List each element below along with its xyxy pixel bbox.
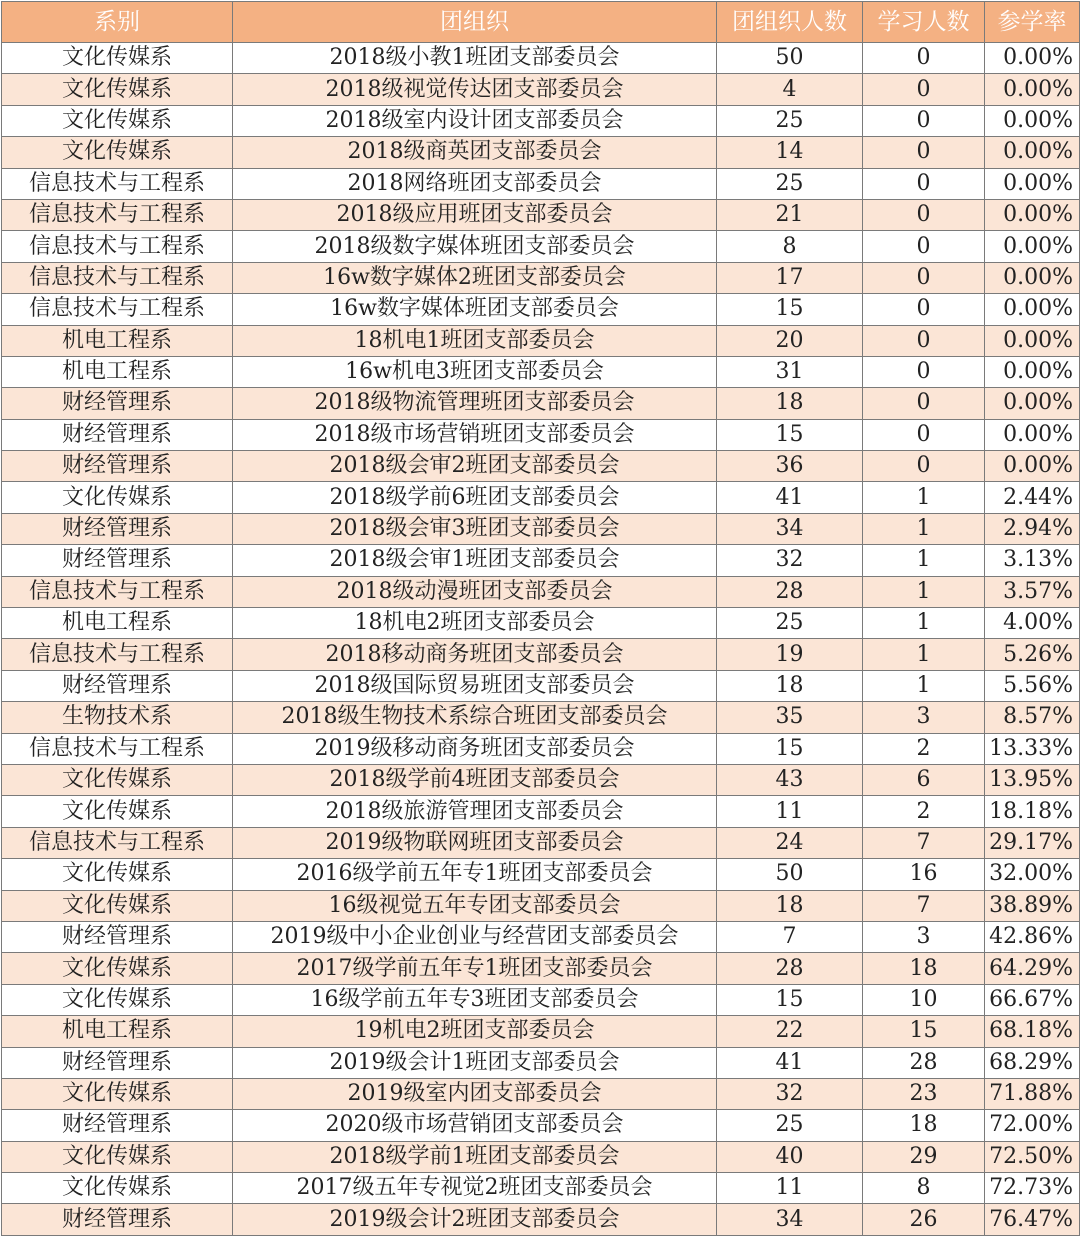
cell-learner-count: 29 bbox=[863, 1141, 985, 1172]
cell-organization: 2019级移动商务班团支部委员会 bbox=[233, 733, 717, 764]
cell-learner-count: 0 bbox=[863, 419, 985, 450]
table-row bbox=[2, 1016, 1080, 1047]
table-row bbox=[2, 1173, 1080, 1204]
cell-department: 文化传媒系 bbox=[2, 1173, 233, 1204]
table-row bbox=[2, 482, 1080, 513]
cell-organization: 2018级室内设计团支部委员会 bbox=[233, 105, 717, 136]
table-row bbox=[2, 796, 1080, 827]
cell-participation-rate: 0.00% bbox=[985, 231, 1080, 262]
cell-organization: 2018级小教1班团支部委员会 bbox=[233, 43, 717, 74]
cell-learner-count: 0 bbox=[863, 356, 985, 387]
cell-participation-rate: 68.29% bbox=[985, 1047, 1080, 1078]
cell-learner-count: 1 bbox=[863, 576, 985, 607]
cell-participation-rate: 4.00% bbox=[985, 608, 1080, 639]
cell-participation-rate: 32.00% bbox=[985, 859, 1080, 890]
cell-department: 文化传媒系 bbox=[2, 796, 233, 827]
cell-learner-count: 23 bbox=[863, 1078, 985, 1109]
cell-learner-count: 2 bbox=[863, 796, 985, 827]
cell-participation-rate: 3.57% bbox=[985, 576, 1080, 607]
cell-member-count: 34 bbox=[717, 513, 863, 544]
cell-learner-count: 7 bbox=[863, 890, 985, 921]
cell-member-count: 25 bbox=[717, 168, 863, 199]
cell-department: 文化传媒系 bbox=[2, 105, 233, 136]
cell-member-count: 8 bbox=[717, 231, 863, 262]
cell-participation-rate: 0.00% bbox=[985, 356, 1080, 387]
cell-participation-rate: 29.17% bbox=[985, 827, 1080, 858]
cell-member-count: 15 bbox=[717, 419, 863, 450]
cell-organization: 2018级学前6班团支部委员会 bbox=[233, 482, 717, 513]
table-body bbox=[2, 43, 1080, 1236]
table-row bbox=[2, 764, 1080, 795]
table-row bbox=[2, 43, 1080, 74]
cell-member-count: 15 bbox=[717, 294, 863, 325]
cell-member-count: 17 bbox=[717, 262, 863, 293]
cell-department: 财经管理系 bbox=[2, 513, 233, 544]
table-row bbox=[2, 1078, 1080, 1109]
header-organization: 团组织 bbox=[233, 2, 717, 43]
cell-learner-count: 2 bbox=[863, 733, 985, 764]
table-row bbox=[2, 984, 1080, 1015]
cell-learner-count: 1 bbox=[863, 545, 985, 576]
cell-participation-rate: 3.13% bbox=[985, 545, 1080, 576]
cell-organization: 2018级旅游管理团支部委员会 bbox=[233, 796, 717, 827]
cell-participation-rate: 0.00% bbox=[985, 262, 1080, 293]
table-row bbox=[2, 262, 1080, 293]
cell-learner-count: 1 bbox=[863, 608, 985, 639]
cell-member-count: 41 bbox=[717, 1047, 863, 1078]
table-row bbox=[2, 733, 1080, 764]
cell-department: 信息技术与工程系 bbox=[2, 168, 233, 199]
cell-organization: 2018级商英团支部委员会 bbox=[233, 137, 717, 168]
cell-organization: 2019级会计1班团支部委员会 bbox=[233, 1047, 717, 1078]
cell-department: 财经管理系 bbox=[2, 921, 233, 952]
cell-member-count: 32 bbox=[717, 545, 863, 576]
cell-participation-rate: 0.00% bbox=[985, 43, 1080, 74]
cell-participation-rate: 0.00% bbox=[985, 325, 1080, 356]
cell-organization: 2016级学前五年专1班团支部委员会 bbox=[233, 859, 717, 890]
cell-department: 生物技术系 bbox=[2, 702, 233, 733]
cell-department: 文化传媒系 bbox=[2, 1078, 233, 1109]
cell-learner-count: 0 bbox=[863, 231, 985, 262]
table-row bbox=[2, 859, 1080, 890]
cell-member-count: 21 bbox=[717, 199, 863, 230]
cell-learner-count: 0 bbox=[863, 262, 985, 293]
table-row bbox=[2, 670, 1080, 701]
cell-learner-count: 0 bbox=[863, 294, 985, 325]
cell-member-count: 40 bbox=[717, 1141, 863, 1172]
cell-department: 财经管理系 bbox=[2, 419, 233, 450]
cell-department: 财经管理系 bbox=[2, 1110, 233, 1141]
table-row bbox=[2, 702, 1080, 733]
cell-member-count: 11 bbox=[717, 1173, 863, 1204]
table-row bbox=[2, 137, 1080, 168]
cell-organization: 2018级会审2班团支部委员会 bbox=[233, 451, 717, 482]
table-row bbox=[2, 356, 1080, 387]
cell-participation-rate: 64.29% bbox=[985, 953, 1080, 984]
cell-organization: 2018级会审1班团支部委员会 bbox=[233, 545, 717, 576]
table-row bbox=[2, 168, 1080, 199]
cell-organization: 2019级会计2班团支部委员会 bbox=[233, 1204, 717, 1235]
cell-department: 信息技术与工程系 bbox=[2, 294, 233, 325]
cell-participation-rate: 2.94% bbox=[985, 513, 1080, 544]
table-row bbox=[2, 639, 1080, 670]
cell-member-count: 50 bbox=[717, 859, 863, 890]
table-row bbox=[2, 608, 1080, 639]
cell-member-count: 15 bbox=[717, 733, 863, 764]
cell-organization: 2018级国际贸易班团支部委员会 bbox=[233, 670, 717, 701]
cell-organization: 2018级学前4班团支部委员会 bbox=[233, 764, 717, 795]
cell-learner-count: 0 bbox=[863, 105, 985, 136]
cell-organization: 2018级学前1班团支部委员会 bbox=[233, 1141, 717, 1172]
cell-member-count: 19 bbox=[717, 639, 863, 670]
cell-member-count: 24 bbox=[717, 827, 863, 858]
cell-learner-count: 0 bbox=[863, 137, 985, 168]
cell-learner-count: 0 bbox=[863, 451, 985, 482]
cell-member-count: 34 bbox=[717, 1204, 863, 1235]
cell-department: 文化传媒系 bbox=[2, 74, 233, 105]
cell-participation-rate: 38.89% bbox=[985, 890, 1080, 921]
cell-department: 文化传媒系 bbox=[2, 137, 233, 168]
cell-participation-rate: 72.73% bbox=[985, 1173, 1080, 1204]
cell-learner-count: 28 bbox=[863, 1047, 985, 1078]
cell-member-count: 22 bbox=[717, 1016, 863, 1047]
cell-learner-count: 1 bbox=[863, 670, 985, 701]
cell-organization: 2018级市场营销班团支部委员会 bbox=[233, 419, 717, 450]
cell-organization: 2020级市场营销团支部委员会 bbox=[233, 1110, 717, 1141]
cell-participation-rate: 72.00% bbox=[985, 1110, 1080, 1141]
cell-participation-rate: 13.33% bbox=[985, 733, 1080, 764]
table-row bbox=[2, 1204, 1080, 1235]
cell-member-count: 32 bbox=[717, 1078, 863, 1109]
header-learner-count: 学习人数 bbox=[863, 2, 985, 43]
cell-organization: 16w数字媒体班团支部委员会 bbox=[233, 294, 717, 325]
cell-participation-rate: 5.26% bbox=[985, 639, 1080, 670]
table-row bbox=[2, 1047, 1080, 1078]
cell-department: 信息技术与工程系 bbox=[2, 576, 233, 607]
table-row bbox=[2, 921, 1080, 952]
cell-member-count: 28 bbox=[717, 576, 863, 607]
table-row bbox=[2, 576, 1080, 607]
cell-member-count: 18 bbox=[717, 890, 863, 921]
cell-participation-rate: 76.47% bbox=[985, 1204, 1080, 1235]
cell-member-count: 31 bbox=[717, 356, 863, 387]
table-row bbox=[2, 827, 1080, 858]
cell-learner-count: 18 bbox=[863, 1110, 985, 1141]
cell-member-count: 50 bbox=[717, 43, 863, 74]
cell-member-count: 18 bbox=[717, 388, 863, 419]
header-department: 系别 bbox=[2, 2, 233, 43]
cell-member-count: 14 bbox=[717, 137, 863, 168]
cell-organization: 2018移动商务班团支部委员会 bbox=[233, 639, 717, 670]
cell-member-count: 28 bbox=[717, 953, 863, 984]
cell-department: 信息技术与工程系 bbox=[2, 262, 233, 293]
cell-organization: 2018级数字媒体班团支部委员会 bbox=[233, 231, 717, 262]
table-row bbox=[2, 890, 1080, 921]
cell-organization: 16级学前五年专3班团支部委员会 bbox=[233, 984, 717, 1015]
cell-participation-rate: 66.67% bbox=[985, 984, 1080, 1015]
cell-learner-count: 0 bbox=[863, 168, 985, 199]
cell-organization: 16w数字媒体2班团支部委员会 bbox=[233, 262, 717, 293]
cell-organization: 16级视觉五年专团支部委员会 bbox=[233, 890, 717, 921]
cell-learner-count: 1 bbox=[863, 513, 985, 544]
cell-participation-rate: 0.00% bbox=[985, 419, 1080, 450]
table-row bbox=[2, 513, 1080, 544]
cell-participation-rate: 68.18% bbox=[985, 1016, 1080, 1047]
table-row bbox=[2, 231, 1080, 262]
cell-member-count: 7 bbox=[717, 921, 863, 952]
cell-organization: 2019级物联网班团支部委员会 bbox=[233, 827, 717, 858]
table-row bbox=[2, 545, 1080, 576]
cell-member-count: 15 bbox=[717, 984, 863, 1015]
cell-department: 信息技术与工程系 bbox=[2, 199, 233, 230]
cell-organization: 2018级动漫班团支部委员会 bbox=[233, 576, 717, 607]
cell-member-count: 25 bbox=[717, 105, 863, 136]
cell-participation-rate: 0.00% bbox=[985, 105, 1080, 136]
table-row bbox=[2, 1141, 1080, 1172]
table-row bbox=[2, 74, 1080, 105]
cell-department: 文化传媒系 bbox=[2, 984, 233, 1015]
cell-organization: 2018级视觉传达团支部委员会 bbox=[233, 74, 717, 105]
cell-department: 机电工程系 bbox=[2, 356, 233, 387]
cell-member-count: 41 bbox=[717, 482, 863, 513]
cell-organization: 2018级会审3班团支部委员会 bbox=[233, 513, 717, 544]
cell-learner-count: 3 bbox=[863, 702, 985, 733]
cell-member-count: 18 bbox=[717, 670, 863, 701]
cell-department: 机电工程系 bbox=[2, 608, 233, 639]
table-row bbox=[2, 953, 1080, 984]
cell-learner-count: 0 bbox=[863, 199, 985, 230]
cell-organization: 18机电2班团支部委员会 bbox=[233, 608, 717, 639]
cell-department: 财经管理系 bbox=[2, 1204, 233, 1235]
cell-participation-rate: 0.00% bbox=[985, 74, 1080, 105]
cell-learner-count: 1 bbox=[863, 639, 985, 670]
cell-learner-count: 15 bbox=[863, 1016, 985, 1047]
cell-organization: 19机电2班团支部委员会 bbox=[233, 1016, 717, 1047]
cell-organization: 2017级学前五年专1班团支部委员会 bbox=[233, 953, 717, 984]
cell-learner-count: 10 bbox=[863, 984, 985, 1015]
cell-participation-rate: 42.86% bbox=[985, 921, 1080, 952]
cell-member-count: 4 bbox=[717, 74, 863, 105]
cell-organization: 2018网络班团支部委员会 bbox=[233, 168, 717, 199]
cell-department: 文化传媒系 bbox=[2, 764, 233, 795]
cell-organization: 2019级中小企业创业与经营团支部委员会 bbox=[233, 921, 717, 952]
cell-learner-count: 0 bbox=[863, 325, 985, 356]
cell-organization: 2017级五年专视觉2班团支部委员会 bbox=[233, 1173, 717, 1204]
table-row bbox=[2, 325, 1080, 356]
cell-learner-count: 7 bbox=[863, 827, 985, 858]
cell-participation-rate: 8.57% bbox=[985, 702, 1080, 733]
cell-department: 财经管理系 bbox=[2, 670, 233, 701]
cell-participation-rate: 0.00% bbox=[985, 451, 1080, 482]
cell-department: 信息技术与工程系 bbox=[2, 639, 233, 670]
cell-member-count: 25 bbox=[717, 608, 863, 639]
table-row bbox=[2, 105, 1080, 136]
cell-department: 文化传媒系 bbox=[2, 43, 233, 74]
cell-organization: 16w机电3班团支部委员会 bbox=[233, 356, 717, 387]
cell-department: 文化传媒系 bbox=[2, 482, 233, 513]
cell-department: 机电工程系 bbox=[2, 325, 233, 356]
cell-department: 信息技术与工程系 bbox=[2, 827, 233, 858]
cell-department: 财经管理系 bbox=[2, 451, 233, 482]
cell-department: 文化传媒系 bbox=[2, 1141, 233, 1172]
cell-department: 信息技术与工程系 bbox=[2, 231, 233, 262]
cell-department: 机电工程系 bbox=[2, 1016, 233, 1047]
cell-department: 信息技术与工程系 bbox=[2, 733, 233, 764]
cell-participation-rate: 0.00% bbox=[985, 168, 1080, 199]
cell-member-count: 20 bbox=[717, 325, 863, 356]
cell-department: 财经管理系 bbox=[2, 388, 233, 419]
table-row bbox=[2, 294, 1080, 325]
cell-learner-count: 1 bbox=[863, 482, 985, 513]
cell-learner-count: 0 bbox=[863, 388, 985, 419]
cell-organization: 2018级应用班团支部委员会 bbox=[233, 199, 717, 230]
cell-department: 财经管理系 bbox=[2, 545, 233, 576]
header-participation-rate: 参学率 bbox=[985, 2, 1080, 43]
cell-learner-count: 18 bbox=[863, 953, 985, 984]
cell-organization: 2019级室内团支部委员会 bbox=[233, 1078, 717, 1109]
cell-department: 文化传媒系 bbox=[2, 859, 233, 890]
cell-participation-rate: 71.88% bbox=[985, 1078, 1080, 1109]
table-row bbox=[2, 388, 1080, 419]
table-row bbox=[2, 199, 1080, 230]
table-row bbox=[2, 451, 1080, 482]
cell-learner-count: 3 bbox=[863, 921, 985, 952]
cell-participation-rate: 0.00% bbox=[985, 199, 1080, 230]
cell-participation-rate: 18.18% bbox=[985, 796, 1080, 827]
cell-organization: 2018级物流管理班团支部委员会 bbox=[233, 388, 717, 419]
cell-participation-rate: 13.95% bbox=[985, 764, 1080, 795]
cell-member-count: 36 bbox=[717, 451, 863, 482]
cell-member-count: 35 bbox=[717, 702, 863, 733]
cell-participation-rate: 2.44% bbox=[985, 482, 1080, 513]
cell-learner-count: 26 bbox=[863, 1204, 985, 1235]
cell-department: 文化传媒系 bbox=[2, 953, 233, 984]
cell-department: 财经管理系 bbox=[2, 1047, 233, 1078]
cell-participation-rate: 72.50% bbox=[985, 1141, 1080, 1172]
cell-learner-count: 6 bbox=[863, 764, 985, 795]
table-row bbox=[2, 1110, 1080, 1141]
cell-learner-count: 16 bbox=[863, 859, 985, 890]
cell-department: 文化传媒系 bbox=[2, 890, 233, 921]
cell-participation-rate: 0.00% bbox=[985, 294, 1080, 325]
cell-member-count: 43 bbox=[717, 764, 863, 795]
cell-learner-count: 8 bbox=[863, 1173, 985, 1204]
cell-participation-rate: 0.00% bbox=[985, 137, 1080, 168]
cell-member-count: 11 bbox=[717, 796, 863, 827]
cell-participation-rate: 0.00% bbox=[985, 388, 1080, 419]
participation-table bbox=[1, 1, 1080, 1236]
cell-learner-count: 0 bbox=[863, 74, 985, 105]
cell-member-count: 25 bbox=[717, 1110, 863, 1141]
table-row bbox=[2, 419, 1080, 450]
cell-organization: 18机电1班团支部委员会 bbox=[233, 325, 717, 356]
cell-organization: 2018级生物技术系综合班团支部委员会 bbox=[233, 702, 717, 733]
header-member-count: 团组织人数 bbox=[717, 2, 863, 43]
cell-participation-rate: 5.56% bbox=[985, 670, 1080, 701]
cell-learner-count: 0 bbox=[863, 43, 985, 74]
header-row bbox=[2, 2, 1080, 43]
